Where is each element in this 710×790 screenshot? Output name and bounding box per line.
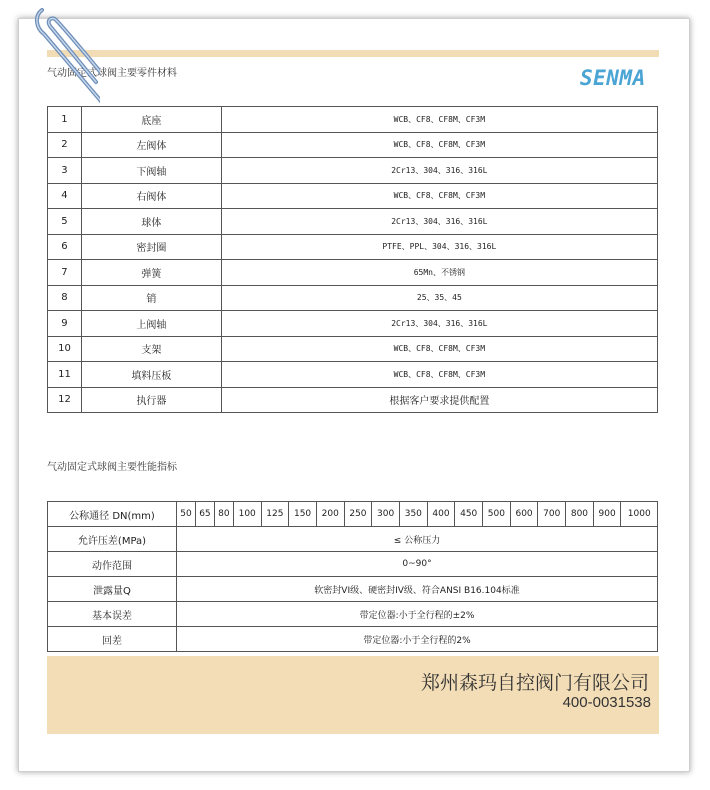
materials-no-cell: 5 [48,209,82,235]
materials-no-cell: 4 [48,183,82,209]
dn-value-cell: 50 [177,502,196,527]
materials-row [48,107,658,133]
performance-value-cell: 0~90° [177,552,658,577]
performance-row [48,577,658,602]
dn-label-cell: 公称通径 DN(mm) [48,502,177,527]
dn-value-cell: 300 [372,502,400,527]
materials-part-cell: 销 [81,285,221,311]
materials-material-cell: WCB、CF8、CF8M、CF3M [221,132,657,158]
company-name: 郑州森玛自控阀门有限公司 [420,672,649,694]
materials-row [48,285,658,311]
dn-value-cell: 65 [195,502,214,527]
materials-no-cell: 10 [48,336,82,362]
dn-value-cell: 150 [289,502,317,527]
senma-logo: SENMA [580,66,646,90]
dn-value-cell: 250 [344,502,372,527]
performance-label-cell: 回差 [48,627,177,652]
materials-no-cell: 9 [48,311,82,337]
materials-row [48,260,658,286]
materials-material-cell: 65Mn、不锈钢 [221,260,657,286]
materials-no-cell: 7 [48,260,82,286]
top-header-band [47,50,659,57]
materials-no-cell: 3 [48,158,82,184]
dn-value-cell: 100 [233,502,261,527]
materials-no-cell: 12 [48,387,82,413]
performance-value-cell: ≤ 公称压力 [177,527,658,552]
materials-part-cell: 支架 [81,336,221,362]
materials-material-cell: 2Cr13、304、316、316L [221,209,657,235]
materials-no-cell: 11 [48,362,82,388]
materials-material-cell: WCB、CF8、CF8M、CF3M [221,183,657,209]
performance-title: 气动固定式球阀主要性能指标 [47,462,177,473]
performance-row [48,552,658,577]
dn-value-cell: 600 [510,502,538,527]
materials-material-cell: 2Cr13、304、316、316L [221,311,657,337]
dn-row [48,502,658,527]
dn-value-cell: 500 [483,502,511,527]
materials-row [48,234,658,260]
materials-row [48,387,658,413]
materials-part-cell: 密封圈 [81,234,221,260]
materials-part-cell: 底座 [81,107,221,133]
company-phone: 400-0031538 [562,694,651,711]
materials-part-cell: 球体 [81,209,221,235]
dn-value-cell: 125 [261,502,289,527]
performance-value-cell: 软密封VI级、硬密封IV级、符合ANSI B16.104标准 [177,577,658,602]
dn-value-cell: 700 [538,502,566,527]
materials-part-cell: 上阀轴 [81,311,221,337]
materials-table [47,106,658,413]
materials-no-cell: 6 [48,234,82,260]
materials-part-cell: 下阀轴 [81,158,221,184]
performance-value-cell: 带定位器:小于全行程的2% [177,627,658,652]
dn-value-cell: 80 [214,502,233,527]
materials-part-cell: 填料压板 [81,362,221,388]
performance-row [48,602,658,627]
materials-part-cell: 弹簧 [81,260,221,286]
paperclip-icon [30,2,100,112]
materials-material-cell: 2Cr13、304、316、316L [221,158,657,184]
materials-material-cell: PTFE、PPL、304、316、316L [221,234,657,260]
materials-title: 气动固定式球阀主要零件材料 [47,68,177,79]
materials-row [48,183,658,209]
performance-label-cell: 泄露量Q [48,577,177,602]
dn-value-cell: 200 [316,502,344,527]
performance-label-cell: 动作范围 [48,552,177,577]
materials-material-cell: WCB、CF8、CF8M、CF3M [221,107,657,133]
dn-value-cell: 450 [455,502,483,527]
dn-value-cell: 350 [399,502,427,527]
materials-row [48,132,658,158]
materials-material-cell: WCB、CF8、CF8M、CF3M [221,362,657,388]
performance-row [48,527,658,552]
materials-no-cell: 2 [48,132,82,158]
materials-no-cell: 8 [48,285,82,311]
performance-row [48,627,658,652]
performance-value-cell: 带定位器:小于全行程的±2% [177,602,658,627]
materials-row [48,336,658,362]
materials-part-cell: 执行器 [81,387,221,413]
materials-material-cell: 25、35、45 [221,285,657,311]
materials-part-cell: 右阀体 [81,183,221,209]
dn-value-cell: 1000 [621,502,658,527]
materials-part-cell: 左阀体 [81,132,221,158]
performance-label-cell: 基本误差 [48,602,177,627]
materials-row [48,311,658,337]
materials-material-cell: 根据客户要求提供配置 [221,387,657,413]
materials-row [48,209,658,235]
performance-label-cell: 允许压差(MPa) [48,527,177,552]
materials-row [48,158,658,184]
performance-table [47,501,658,652]
materials-no-cell: 1 [48,107,82,133]
materials-material-cell: WCB、CF8、CF8M、CF3M [221,336,657,362]
footer-band [47,656,659,734]
materials-row [48,362,658,388]
dn-value-cell: 400 [427,502,455,527]
dn-value-cell: 800 [566,502,594,527]
dn-value-cell: 900 [593,502,621,527]
